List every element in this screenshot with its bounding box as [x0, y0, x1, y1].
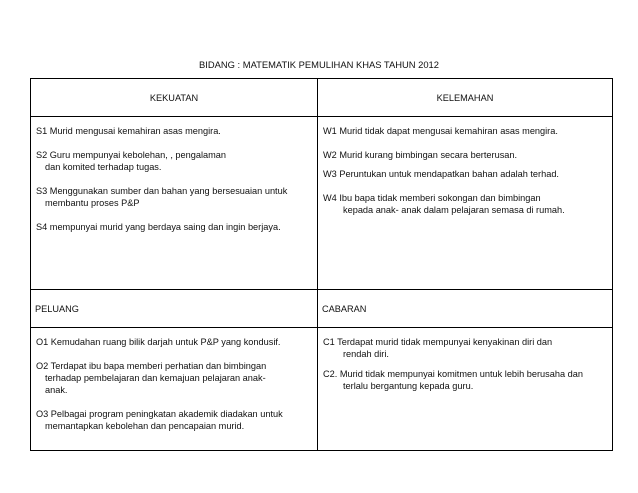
weakness-item: [323, 168, 608, 180]
item-line: S1 Murid mengusai kemahiran asas mengira.: [36, 126, 221, 136]
item-line: W1 Murid tidak dapat mengusai kemahiran asas mengira.: [323, 126, 558, 136]
item-line: rendah diri.: [343, 349, 389, 359]
item-line: terlalu bergantung kepada guru.: [343, 381, 474, 391]
strength-item: [36, 185, 313, 209]
strength-item: [36, 149, 313, 173]
item-line: memantapkan kebolehan dan pencapaian murid.: [45, 421, 245, 431]
item-line: C1 Terdapat murid tidak mempunyai kenyakinan diri dan: [323, 337, 553, 347]
item-line: O3 Pelbagai program peningkatan akademik diadakan untuk: [36, 409, 283, 419]
weakness-item: [323, 125, 608, 137]
item-line: dan komited terhadap tugas.: [45, 162, 162, 172]
item-line: S3 Menggunakan sumber dan bahan yang bersesuaian untuk: [36, 186, 288, 196]
weakness-item: [323, 149, 608, 161]
item-line: O1 Kemudahan ruang bilik darjah untuk P&P yang kondusif.: [36, 337, 281, 347]
opportunities-threats-row: [31, 328, 613, 451]
item-line: O2 Terdapat ibu bapa memberi perhatian dan bimbingan: [36, 361, 267, 371]
strength-item: [36, 221, 313, 233]
opportunity-item: [36, 360, 313, 396]
kekuatan-header: KEKUATAN: [31, 79, 318, 117]
strength-item: [36, 125, 313, 137]
opportunity-item: [36, 336, 313, 348]
item-line: W4 Ibu bapa tidak memberi sokongan dan bimbingan: [323, 193, 541, 203]
item-line: membantu proses P&P: [45, 198, 140, 208]
cabaran-header: CABARAN: [318, 290, 613, 328]
sub-header-row: [31, 290, 613, 328]
document-title: BIDANG : MATEMATIK PEMULIHAN KHAS TAHUN 2012: [199, 59, 439, 70]
item-line: W2 Murid kurang bimbingan secara berterusan.: [323, 150, 518, 160]
peluang-header: PELUANG: [31, 290, 318, 328]
item-line: anak.: [45, 385, 68, 395]
item-line: terhadap pembelajaran dan kemajuan pelajaran anak-: [45, 373, 266, 383]
item-line: kepada anak- anak dalam pelajaran semasa di rumah.: [343, 205, 565, 215]
threat-item: [323, 368, 608, 392]
kelemahan-cell: [318, 117, 613, 290]
item-line: S4 mempunyai murid yang berdaya saing dan ingin berjaya.: [36, 222, 281, 232]
strengths-weaknesses-row: [31, 117, 613, 290]
item-line: C2. Murid tidak mempunyai komitmen untuk lebih berusaha dan: [323, 369, 583, 379]
cabaran-cell: [318, 328, 613, 451]
peluang-cell: [31, 328, 318, 451]
opportunity-item: [36, 408, 313, 432]
header-row: [31, 79, 613, 117]
item-line: W3 Peruntukan untuk mendapatkan bahan adalah terhad.: [323, 169, 559, 179]
item-line: S2 Guru mempunyai kebolehan, , pengalaman: [36, 150, 226, 160]
threat-item: [323, 336, 608, 360]
kelemahan-header: KELEMAHAN: [318, 79, 613, 117]
kekuatan-cell: [31, 117, 318, 290]
weakness-item: [323, 192, 608, 216]
swot-table: [30, 78, 613, 451]
